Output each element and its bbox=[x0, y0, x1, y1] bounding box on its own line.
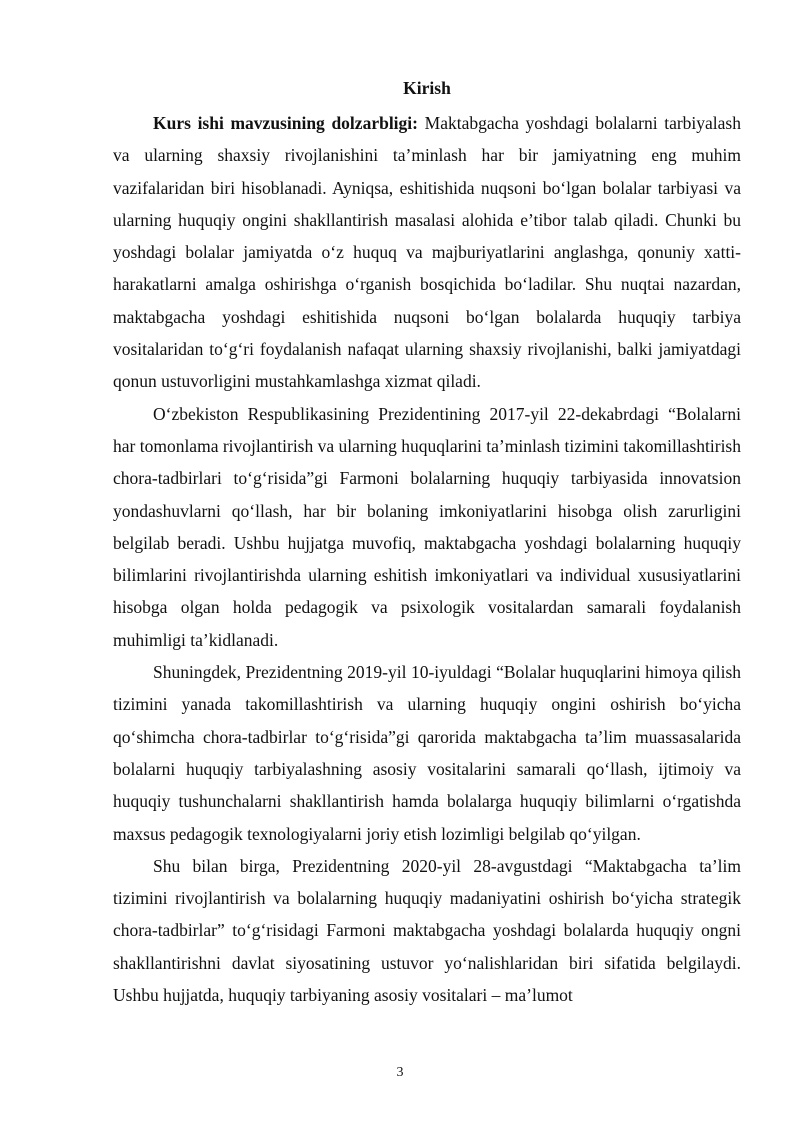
relevance-text: Maktabgacha yoshdagi bolalarni tarbiyalash va ularning shaxsiy rivojlanishini ta’minlash har bir jamiyatning eng muhim vazifalaridan biri hisoblanadi. Ayniqsa, eshitishida nuqsoni bo‘lgan bolalar tarbiyasi va ularning huquqiy ongini shakllantirish masalasi alohida e’tibor talab qiladi. Chunki bu yoshdagi bolalar jamiyatda o‘z huquq va majburiyatlarini anglashga, qonuniy xatti-harakatlarni amalga oshirishga o‘rganish bosqichida bo‘ladilar. Shu nuqtai nazardan, maktabgacha yoshdagi eshitishida nuqsoni bo‘lgan bolalarda huquqiy tarbiya vositalaridan to‘g‘ri foydalanish nafaqat ularning shaxsiy rivojlanishi, balki jamiyatdagi qonun ustuvorligini mustahkamlashga xizmat qiladi. bbox=[113, 113, 741, 392]
paragraph-decree-2017: O‘zbekiston Respublikasining Prezidentining 2017-yil 22-dekabrdagi “Bolalarni har tomonlama rivojlantirish va ularning huquqlarini ta’minlash tizimini takomillashtirish chora-tadbirlari to‘g‘risida”gi Farmoni bolalarning huquqiy tarbiyasida innovatsion yondashuvlarni qo‘llash, har bir bolaning imkoniyatlarini hisobga olish zarurligini belgilab beradi. Ushbu hujjatga muvofiq, maktabgacha yoshdagi bolalarning huquqiy bilimlarini rivojlantirishda ularning eshitish imkoniyatlari va individual xususiyatlarini hisobga olgan holda pedagogik va psixologik vositalardan samarali foydalanish muhimligi ta’kidlanadi. bbox=[113, 403, 741, 650]
page-body bbox=[113, 76, 741, 1011]
page-number: 3 bbox=[396, 1065, 404, 1080]
paragraph-relevance bbox=[113, 107, 741, 398]
relevance-lead-label: Kurs ishi mavzusining dolzarbligi: bbox=[153, 113, 418, 133]
paragraph-decree-2020: Shu bilan birga, Prezidentning 2020-yil 28-avgustdagi “Maktabgacha ta’lim tizimini rivojlantirish va bolalarning huquqiy madaniyatini oshirish bo‘yicha strategik chora-tadbirlar” to‘g‘risidagi Farmoni maktabgacha yoshdagi bolalarda huquqiy ongni shakllantirishni davlat siyosatining ustuvor yo‘nalishlaridan biri sifatida belgilaydi. Ushbu hujjatda, huquqiy tarbiyaning asosiy vositalari – ma’lumot bbox=[113, 855, 741, 1006]
section-heading: Kirish bbox=[403, 78, 451, 98]
paragraph-resolution-2019: Shuningdek, Prezidentning 2019-yil 10-iyuldagi “Bolalar huquqlarini himoya qilish tizimini yanada takomillashtirish va ularning huquqiy ongini oshirish bo‘yicha qo‘shimcha chora-tadbirlar to‘g‘risida”gi qarorida maktabgacha ta’lim muassasalarida bolalarni huquqiy tarbiyalashning asosiy vositalarini samarali qo‘llash, ijtimoiy va huquqiy tushunchalarni shakllantirish hamda bolalarga huquqiy bilimlarni o‘rgatishda maxsus pedagogik texnologiyalarni joriy etish lozimligi belgilab qo‘yilgan. bbox=[113, 662, 741, 844]
